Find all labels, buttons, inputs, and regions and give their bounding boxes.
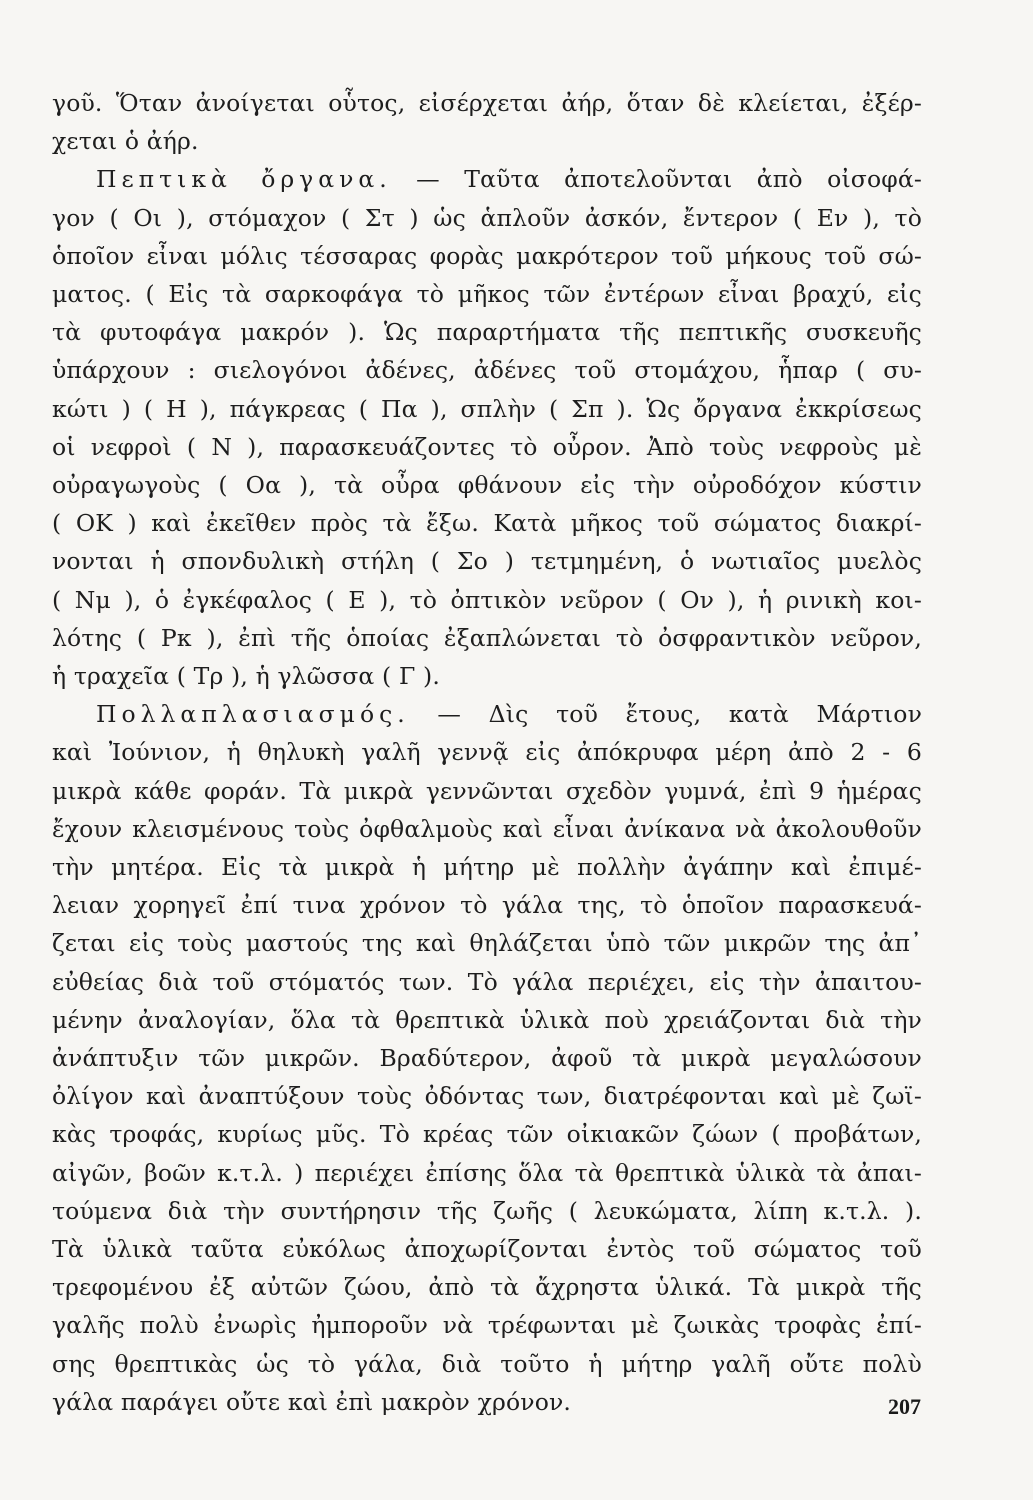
text-line: τρεφομένου ἐξ αὐτῶν ζώου, ἀπὸ τὰ ἄχρηστα ὑλικά. Τὰ μικρὰ τῆς [52, 1273, 922, 1301]
text-line: γοῦ. Ὅταν ἀνοίγεται οὗτος, εἰσέρχεται ἀήρ, ὅταν δὲ κλείεται, ἐξέρ- [52, 89, 922, 117]
text-line: λειαν χορηγεῖ ἐπί τινα χρόνον τὸ γάλα της, τὸ ὁποῖον παρασκευά- [52, 891, 922, 919]
text-line: ἡ τραχεῖα ( Τρ ), ἡ γλῶσσα ( Γ ). [52, 662, 440, 690]
text-line: λότης ( Ρκ ), ἐπὶ τῆς ὁποίας ἐξαπλώνεται τὸ ὀσφραντικὸν νεῦρον, [52, 624, 922, 652]
text-line: εὐθείας διὰ τοῦ στόματός των. Τὸ γάλα περιέχει, εἰς τὴν ἀπαιτου- [52, 968, 922, 996]
text-line: κώτι ) ( Η ), πάγκρεας ( Πα ), σπλὴν ( Σπ ). Ὡς ὄργανα ἐκκρίσεως [52, 395, 922, 423]
text-line: τὴν μητέρα. Εἰς τὰ μικρὰ ἡ μήτηρ μὲ πολλὴν ἀγάπην καὶ ἐπιμέ- [52, 853, 922, 881]
text-line: νονται ἡ σπονδυλικὴ στήλη ( Σο ) τετμημένη, ὁ νωτιαῖος μυελὸς [52, 547, 922, 575]
text-line: σης θρεπτικὰς ὡς τὸ γάλα, διὰ τοῦτο ἡ μήτηρ γαλῆ οὔτε πολὺ [52, 1350, 922, 1378]
text-line: ὁποῖον εἶναι μόλις τέσσαρας φορὰς μακρότερον τοῦ μήκους τοῦ σώ- [52, 242, 922, 270]
text-line: χεται ὁ ἀήρ. [52, 127, 199, 155]
page-number: 207 [888, 1394, 921, 1419]
text-fragment: — Δὶς τοῦ ἔτους, κατὰ Μάρτιον [437, 700, 923, 728]
section-heading-digestive: Πεπτικὰ ὄργανα. [96, 165, 392, 193]
text-line: τούμενα διὰ τὴν συντήρησιν τῆς ζωῆς ( λευκώματα, λίπη κ.τ.λ. ). [52, 1197, 922, 1225]
text-line: γάλα παράγει οὔτε καὶ ἐπὶ μακρὸν χρόνον. [52, 1388, 572, 1416]
text-line: οἱ νεφροὶ ( Ν ), παρασκευάζοντες τὸ οὖρον. Ἀπὸ τοὺς νεφροὺς μὲ [52, 433, 922, 461]
text-line: ματος. ( Εἰς τὰ σαρκοφάγα τὸ μῆκος τῶν ἐντέρων εἶναι βραχύ, εἰς [52, 280, 922, 308]
text-line: ( ΟΚ ) καὶ ἐκεῖθεν πρὸς τὰ ἔξω. Κατὰ μῆκος τοῦ σώματος διακρί- [52, 509, 922, 537]
text-line: οὐραγωγοὺς ( Οα ), τὰ οὖρα φθάνουν εἰς τὴν οὐροδόχον κύστιν [52, 471, 922, 499]
section-heading-reproduction: Πολλαπλασιασμός. [96, 700, 410, 728]
text-fragment: — Ταῦτα ἀποτελοῦνται ἀπὸ οἰσοφά- [416, 165, 923, 193]
paragraph-line-reproduction [96, 697, 922, 731]
text-line: τὰ φυτοφάγα μακρόν ). Ὡς παραρτήματα τῆς πεπτικῆς συσκευῆς [52, 318, 922, 346]
text-line: ὀλίγον καὶ ἀναπτύξουν τοὺς ὀδόντας των, διατρέφονται καὶ μὲ ζωϊ- [52, 1082, 922, 1110]
text-line: ὑπάρχουν : σιελογόνοι ἀδένες, ἀδένες τοῦ στομάχου, ἧπαρ ( συ- [52, 356, 922, 384]
text-line: γαλῆς πολὺ ἐνωρὶς ἠμποροῦν νὰ τρέφωνται μὲ ζωικὰς τροφὰς ἐπί- [52, 1311, 922, 1339]
paragraph-line-digestive [96, 162, 922, 196]
text-line: μένην ἀναλογίαν, ὅλα τὰ θρεπτικὰ ὑλικὰ ποὺ χρειάζονται διὰ τὴν [52, 1006, 922, 1034]
text-line: ( Νμ ), ὁ ἐγκέφαλος ( Ε ), τὸ ὀπτικὸν νεῦρον ( Ον ), ἡ ρινικὴ κοι- [52, 586, 922, 614]
text-line: καὶ Ἰούνιον, ἡ θηλυκὴ γαλῆ γεννᾷ εἰς ἀπόκρυφα μέρη ἀπὸ 2 - 6 [52, 738, 922, 766]
text-line: κὰς τροφάς, κυρίως μῦς. Τὸ κρέας τῶν οἰκιακῶν ζώων ( προβάτων, [52, 1120, 922, 1148]
text-line: γον ( Οι ), στόμαχον ( Στ ) ὡς ἁπλοῦν ἀσκόν, ἔντερον ( Εν ), τὸ [52, 204, 922, 232]
text-line: Τὰ ὑλικὰ ταῦτα εὐκόλως ἀποχωρίζονται ἐντὸς τοῦ σώματος τοῦ [52, 1235, 922, 1263]
text-line: μικρὰ κάθε φοράν. Τὰ μικρὰ γεννῶνται σχεδὸν γυμνά, ἐπὶ 9 ἡμέρας [52, 777, 922, 805]
text-line: αἰγῶν, βοῶν κ.τ.λ. ) περιέχει ἐπίσης ὅλα τὰ θρεπτικὰ ὑλικὰ τὰ ἀπαι- [52, 1159, 922, 1187]
text-line: ἔχουν κλεισμένους τοὺς ὀφθαλμοὺς καὶ εἶναι ἀνίκανα νὰ ἀκολουθοῦν [52, 815, 922, 843]
text-line: ἀνάπτυξιν τῶν μικρῶν. Βραδύτερον, ἀφοῦ τὰ μικρὰ μεγαλώσουν [52, 1044, 922, 1072]
text-line: ζεται εἰς τοὺς μαστούς της καὶ θηλάζεται ὑπὸ τῶν μικρῶν της ἀπ᾽ [52, 929, 922, 957]
